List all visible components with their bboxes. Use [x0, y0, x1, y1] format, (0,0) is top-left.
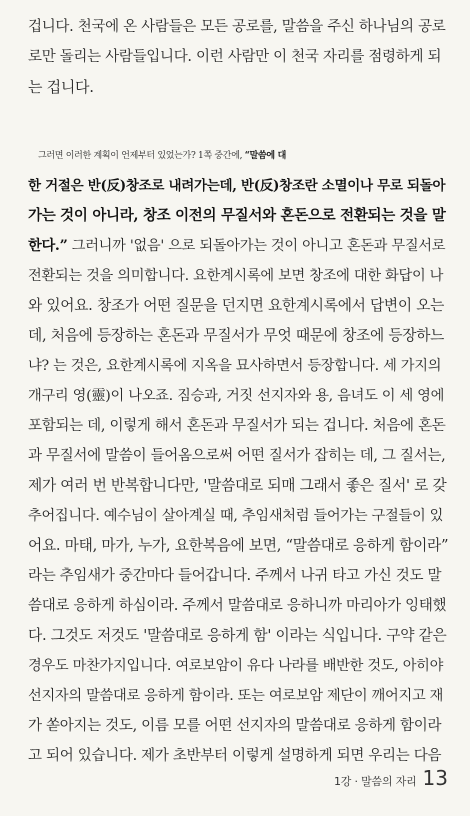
- text-line: 개구리 영(靈)이 나오죠. 짐승과, 거짓 선지자와 용, 음녀도 이 세 영에: [28, 388, 445, 404]
- text-line: 제가 여러 번 반복합니다만, '말씀대로 되매 그래서 좋은 질서' 로 갖: [28, 477, 447, 494]
- page-number: 13: [422, 766, 448, 790]
- text-line: 로만 돌리는 사람들입니다. 이런 사람만 이 천국 자리를 점령하게 되: [28, 49, 442, 65]
- quote-line: 한 거절은 반(反)창조로 내려가는데, 반(反)창조란 소멸이나 무로 되돌아: [28, 178, 446, 194]
- page-footer: [334, 766, 448, 790]
- text-line: 라는 추임새가 중간마다 들어갑니다. 주께서 나귀 타고 가신 것도 말: [28, 568, 442, 584]
- text-line: 겁니다. 천국에 온 사람들은 모든 공로를, 말씀을 주신 하나님의 공로: [28, 19, 446, 35]
- text-line: 포함되는 데, 이렇게 해서 혼돈과 무질서가 되는 겁니다. 처음에 혼돈: [28, 418, 446, 434]
- text-line: 가 쏟아지는 것도, 이름 모를 어떤 선지자의 말씀대로 응하게 함이라: [28, 718, 442, 734]
- text-line: 선지자의 말씀대로 응하게 함이라. 또는 여로보암 제단이 깨어지고 재: [28, 688, 444, 704]
- text-line: 전환되는 것을 의미합니다. 요한계시록에 보면 창조에 대한 화답이 나: [28, 268, 444, 284]
- text-run: 그러면 이러한 계획이 언제부터 있었는가? 1쪽 중간에,: [38, 151, 245, 161]
- text-line: [28, 141, 448, 171]
- text-line: 어요. 마태, 마가, 누가, 요한복음에 보면, “말씀대로 응하게 함이라”: [28, 537, 449, 554]
- text-line: 데, 처음에 등장하는 혼돈과 무질서가 무엇 때문에 창조에 등장하느: [28, 327, 445, 344]
- text-line: 경우도 마찬가지입니다. 여로보암이 유다 나라를 배반한 것도, 아히야: [28, 658, 444, 674]
- text-line: [28, 231, 448, 261]
- paragraph-1: [28, 12, 448, 102]
- text-run: 그러니까 '없음' 으로 되돌아가는 것이 아니고 혼돈과 무질서로: [67, 238, 446, 254]
- text-line: 는 겁니다.: [28, 78, 94, 96]
- text-line: 추어집니다. 예수님이 살아계실 때, 추임새처럼 들어가는 구절들이 있: [28, 508, 444, 524]
- text-line: 와 있어요. 창조가 어떤 질문을 던지면 요한계시록에서 답변이 오는: [28, 297, 445, 314]
- paragraph-2: [28, 141, 448, 771]
- chapter-label: 1강 · 말씀의 자리: [334, 775, 417, 788]
- text-line: 고 되어 있습니다. 제가 초반부터 이렇게 설명하게 되면 우리는 다음: [28, 748, 442, 764]
- text-line: 씀대로 응하게 하심이라. 주께서 말씀대로 응하니까 마리아가 잉태했: [28, 598, 447, 614]
- quote-text: “말씀에 대: [244, 151, 287, 161]
- quote-text: 한다.”: [28, 238, 68, 254]
- text-line: 냐? 는 것은, 요한계시록에 지옥을 묘사하면서 등장합니다. 세 가지의: [28, 358, 442, 374]
- quote-line: 가는 것이 아니라, 창조 이전의 무질서와 혼돈으로 전환되는 것을 말: [28, 207, 446, 224]
- text-line: 과 무질서에 말씀이 들어옴으로써 어떤 질서가 잡히는 데, 그 질서는,: [28, 448, 446, 464]
- text-line: 다. 그것도 저것도 '말씀대로 응하게 함' 이라는 식입니다. 구약 같은: [28, 627, 447, 644]
